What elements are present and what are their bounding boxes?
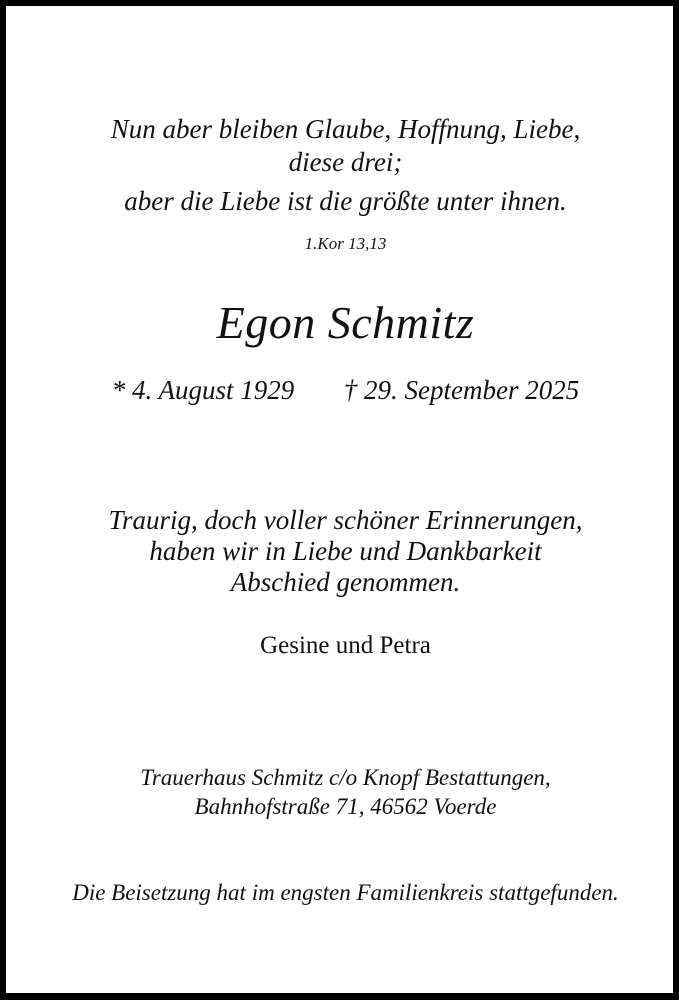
burial-note: Die Beisetzung hat im engsten Familienkreis stattgefunden. [72, 880, 619, 905]
family-names: Gesine und Petra [260, 632, 431, 659]
verse-line: Nun aber bleiben Glaube, Hoffnung, Liebe, [110, 114, 581, 144]
deceased-name: Egon Schmitz [216, 297, 475, 348]
address-line: Bahnhofstraße 71, 46562 Voerde [194, 794, 497, 819]
closing-line: Traurig, doch voller schöner Erinnerungen, [108, 505, 583, 535]
verse-reference: 1.Kor 13,13 [304, 234, 387, 253]
closing-line: Abschied genommen. [230, 567, 461, 597]
birth-date: * 4. August 1929 [111, 375, 295, 405]
life-dates [6, 377, 679, 404]
verse-line: diese drei; [288, 147, 403, 177]
verse-line: aber die Liebe ist die größte unter ihnen. [124, 186, 567, 216]
address-line: Trauerhaus Schmitz c/o Knopf Bestattungen, [140, 765, 551, 790]
death-date: † 29. September 2025 [343, 375, 580, 405]
closing-line: haben wir in Liebe und Dankbarkeit [149, 536, 542, 566]
